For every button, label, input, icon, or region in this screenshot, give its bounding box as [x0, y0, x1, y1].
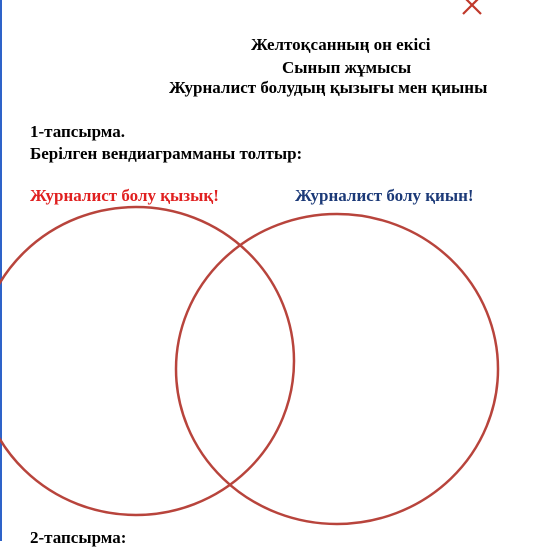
lesson-type: Сынып жұмысы — [282, 58, 412, 77]
lesson-date: Желтоқсанның он екісі — [251, 35, 431, 54]
task1-title: 1-тапсырма. — [30, 122, 126, 141]
venn-right-label: Журналист болу қиын! — [295, 186, 474, 205]
task2-title: 2-тапсырма: — [30, 528, 127, 547]
lesson-topic: Журналист болудың қызығы мен қиыны — [169, 78, 488, 97]
venn-right-circle[interactable] — [176, 214, 498, 524]
task1-instruction: Берілген вендиаграмманы толтыр: — [30, 144, 303, 163]
venn-left-label: Журналист болу қызық! — [30, 186, 219, 205]
venn-left-circle[interactable] — [0, 207, 294, 515]
